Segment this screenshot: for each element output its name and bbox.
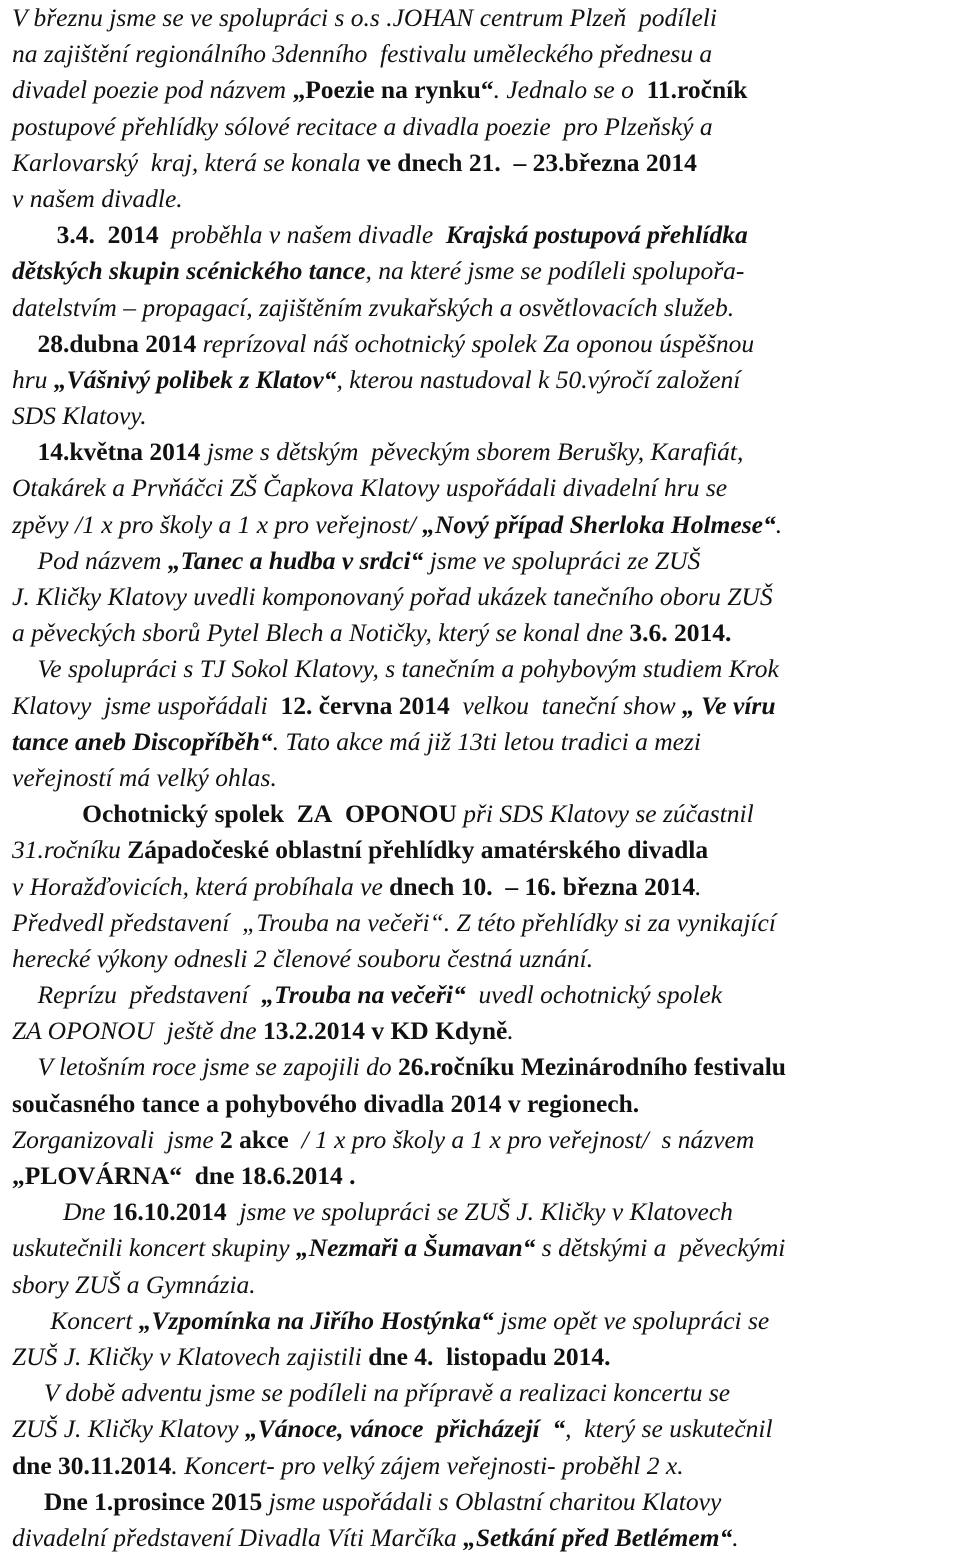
text-line [12,1375,952,1411]
text-line [12,1267,952,1303]
emphasis-text: 16.10.2014 [111,1197,227,1227]
text-line [12,1303,952,1339]
body-text: hru [12,364,54,394]
body-text: v Horažďovicích, která probíhala ve [12,871,390,901]
body-text: Pod názvem [12,545,168,575]
emphasis-text: „PLOVÁRNA“ dne 18.6.2014 . [12,1161,356,1190]
emphasis-text: dne 30.11.2014 [12,1450,172,1480]
body-text: ZUŠ J. Kličky v Klatovech zajistili [12,1341,369,1371]
emphasis-text: tance aneb Discopříběh“ [12,726,273,756]
text-line [12,1411,952,1447]
emphasis-text: 11.ročník [646,75,748,105]
body-text: / 1 x pro školy a 1 x pro veřejnost/ s názvem [288,1124,755,1154]
body-text: Otakárek a Prvňáčci ZŠ Čapkova Klatovy uspořádali divadelní hru se [12,473,728,503]
text-line [12,72,952,108]
body-text: . Koncert- pro velký zájem veřejnosti- proběhl 2 x. [171,1450,684,1480]
body-text: veřejností má velký ohlas. [12,762,277,792]
text-line [12,1448,952,1484]
body-text [12,799,82,828]
text-line [12,1484,952,1520]
text-line [12,470,952,506]
text-line [12,398,952,434]
text-line [12,1086,952,1122]
body-text [12,220,57,249]
text-line [12,109,952,145]
emphasis-text: dnech 10. – 16. března 2014 [389,871,696,901]
text-line [12,507,952,543]
text-line [12,145,952,181]
text-line [12,977,952,1013]
emphasis-text: „Vánoce, vánoce přicházejí “ [245,1414,566,1444]
body-text [12,1487,44,1516]
body-text: . Tato akce má již 13ti letou tradici a mezi [272,726,701,756]
text-line [12,0,952,36]
body-text: na zajištění regionálního 3denního festivalu uměleckého přednesu a [12,39,713,69]
body-text: Karlovarský kraj, která se konala [12,147,367,177]
body-text: reprízoval náš ochotnický spolek Za oponou úspěšnou [196,328,755,358]
body-text: , kterou nastudoval k 50.výročí založení [336,364,741,394]
body-text: jsme ve spolupráci ze ZUŠ [423,545,701,575]
body-text [12,437,38,466]
emphasis-text: 2 akce [220,1124,289,1154]
emphasis-text: Západočeské oblastní přehlídky amatérského divadla [127,835,709,865]
emphasis-text: současného tance a pohybového divadla 2014 v regionech. [12,1088,640,1118]
emphasis-text: 13.2.2014 v KD Kdyně [262,1016,508,1046]
body-text: herecké výkony odnesli 2 členové souboru čestná uznání. [12,943,594,973]
body-text: V letošním roce jsme se zapojili do [12,1052,399,1082]
body-text: V březnu jsme se ve spolupráci s o.s .JOHAN centrum Plzeň podíleli [12,3,717,32]
emphasis-text: „Vášnivý polibek z Klatov“ [53,364,337,394]
body-text: Předvedl představení „Trouba na večeři“. Z této přehlídky si za vynikající [12,907,776,937]
emphasis-text: ve dnech 21. – 23.března 2014 [366,147,697,177]
emphasis-text: Dne 1.prosince 2015 [43,1486,263,1516]
emphasis-text: 26.ročníku Mezinárodního festivalu [398,1052,786,1082]
text-line [12,253,952,289]
body-text: jsme uspořádali s Oblastní charitou Klatovy [262,1486,722,1516]
body-text: Dne [12,1197,112,1227]
body-text: datelstvím – propagací, zajištěním zvukařských a osvětlovacích služeb. [12,292,735,322]
text-line [12,1122,952,1158]
text-line [12,290,952,326]
body-text: Koncert [12,1305,139,1335]
body-text: Klatovy jsme uspořádali [12,690,281,720]
body-text [12,329,38,358]
body-text: . Jednalo se o [493,75,647,105]
body-text: ZUŠ J. Kličky Klatovy [12,1414,245,1444]
text-line [12,543,952,579]
body-text: uskutečnili koncert skupiny [12,1233,296,1263]
text-line [12,905,952,941]
body-text: proběhla v našem divadle [158,220,446,250]
text-line [12,1158,952,1194]
text-line [12,362,952,398]
body-text: sbory ZUŠ a Gymnázia. [12,1269,256,1299]
emphasis-text: Krajská postupová přehlídka [445,220,748,250]
text-line [12,1339,952,1375]
body-text: ZA OPONOU ještě dne [12,1016,263,1046]
emphasis-text: 28.dubna 2014 [37,328,197,358]
body-text: . [775,509,783,539]
body-text: postupové přehlídky sólové recitace a divadla poezie pro Plzeňský a [12,111,713,141]
text-line [12,326,952,362]
text-line [12,796,952,832]
body-text: . [695,871,702,901]
body-text: jsme ve spolupráci se ZUŠ J. Kličky v Klatovech [226,1197,733,1227]
text-line [12,181,952,217]
text-line [12,651,952,687]
emphasis-text: 3.6. 2014. [629,618,732,648]
body-text: při SDS Klatovy se zúčastnil [456,799,754,829]
body-text: . [732,1522,739,1552]
emphasis-text: 14.května 2014 [37,437,201,467]
body-text: v našem divadle. [12,183,183,213]
body-text: divadelní představení Divadla Víti Marčíka [12,1522,464,1552]
body-text: J. Kličky Klatovy uvedli komponovaný pořad ukázek tanečního oboru ZUŠ [12,582,773,611]
emphasis-text: „Nezmaři a Šumavan“ [295,1233,536,1263]
body-text: a pěveckých sborů Pytel Blech a Notičky, který se konal dne [12,618,630,648]
text-line [12,869,952,905]
text-line [12,434,952,470]
body-text: velkou taneční show [449,690,682,720]
emphasis-text: 3.4. 2014 [56,220,159,250]
body-text: zpěvy /1 x pro školy a 1 x pro veřejnost/ [12,509,423,539]
text-line [12,217,952,253]
text-line [12,36,952,72]
emphasis-text: „Setkání před Betlémem“ [463,1522,733,1552]
emphasis-text: „Poezie na rynku“ [292,75,494,105]
emphasis-text: „Nový případ Sherloka Holmese“ [422,509,776,539]
body-text: Ve spolupráci s TJ Sokol Klatovy, s tanečním a pohybovým studiem Krok [12,654,779,684]
body-text: , který se uskutečnil [565,1414,773,1444]
text-line [12,1194,952,1230]
emphasis-text: „Trouba na večeři“ [261,980,466,1010]
body-text: 31.ročníku [12,835,128,865]
text-line [12,1013,952,1049]
body-text: . [507,1016,514,1046]
text-line [12,724,952,760]
text-line [12,615,952,651]
text-line [12,1049,952,1085]
document-body [12,0,952,1556]
emphasis-text: „Tanec a hudba v srdci“ [167,545,424,575]
emphasis-text: „ Ve víru [682,690,776,720]
body-text: V době adventu jsme se podíleli na přípravě a realizaci koncertu se [12,1378,731,1408]
body-text: s dětskými a pěveckými [535,1233,786,1263]
body-text: uvedl ochotnický spolek [465,980,723,1010]
body-text: , na které jsme se podíleli spolupořa- [365,256,745,286]
body-text: SDS Klatovy. [12,401,147,431]
emphasis-text: 12. června 2014 [280,690,450,720]
text-line [12,832,952,868]
body-text: divadel poezie pod názvem [12,75,293,105]
body-text: jsme opět ve spolupráci se [493,1305,770,1335]
text-line [12,760,952,796]
text-line [12,1230,952,1266]
text-line [12,1520,952,1556]
emphasis-text: „Vzpomínka na Jiřího Hostýnka“ [138,1305,494,1335]
emphasis-text: dětských skupin scénického tance [12,256,366,286]
text-line [12,941,952,977]
text-line [12,688,952,724]
body-text: Reprízu představení [12,980,262,1010]
emphasis-text: Ochotnický spolek ZA OPONOU [82,799,457,829]
text-line [12,579,952,615]
body-text: jsme s dětským pěveckým sborem Berušky, Karafiát, [200,437,744,467]
body-text: Zorganizovali jsme [12,1124,221,1154]
emphasis-text: dne 4. listopadu 2014. [368,1341,611,1371]
